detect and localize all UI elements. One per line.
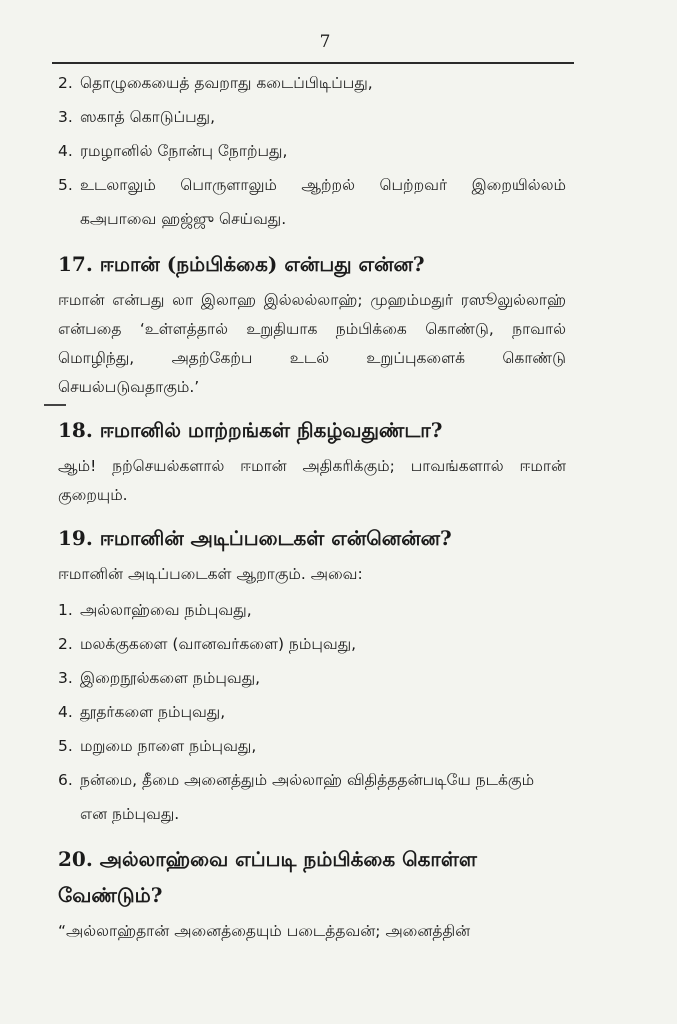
question-18-heading: 18. ஈமானில் மாற்றங்கள் நிகழ்வதுண்டா?: [58, 418, 443, 442]
list-text: உடலாலும் பொருளாலும் ஆற்றல் பெற்றவர் இறையில்லம் கஅபாவை ஹஜ்ஜு செய்வது.: [80, 176, 566, 228]
list-text: அல்லாஹ்வை நம்புவது,: [80, 601, 252, 619]
list-number: 4.: [58, 703, 73, 721]
list-item: [58, 168, 566, 236]
list-number: 5.: [58, 737, 73, 755]
question-17-heading: 17. ஈமான் (நம்பிக்கை) என்பது என்ன?: [58, 252, 425, 276]
answer-20: “அல்லாஹ்தான் அனைத்தையும் படைத்தவன்; அனைத்தின்: [58, 922, 471, 940]
list-number: 6.: [58, 771, 73, 789]
list-item: [58, 66, 566, 100]
answer-18: ஆம்! நற்செயல்களால் ஈமான் அதிகரிக்கும்; பாவங்களால் ஈமான் குறையும்.: [58, 457, 566, 504]
list-text: நன்மை, தீமை அனைத்தும் அல்லாஹ் விதித்ததன்படியே நடக்கும் என நம்புவது.: [80, 771, 535, 823]
list-number: 2.: [58, 635, 73, 653]
answer-19-intro: ஈமானின் அடிப்படைகள் ஆறாகும். அவை:: [58, 565, 363, 583]
list-item: [58, 695, 566, 729]
list-text: தூதர்களை நம்புவது,: [80, 703, 226, 721]
list-item: [58, 100, 566, 134]
list-number: 1.: [58, 601, 73, 619]
list-text: ஸகாத் கொடுப்பது,: [80, 108, 216, 126]
question-19-heading: 19. ஈமானின் அடிப்படைகள் என்னென்ன?: [58, 526, 452, 550]
list-text: ரமழானில் நோன்பு நோற்பது,: [80, 142, 288, 160]
list-text: தொழுகையைத் தவறாது கடைப்பிடிப்பது,: [80, 74, 373, 92]
list-number: 3.: [58, 669, 73, 687]
page-number: 7: [319, 32, 331, 52]
list-text: மறுமை நாளை நம்புவது,: [80, 737, 257, 755]
question-20-heading: 20. அல்லாஹ்வை எப்படி நம்பிக்கை கொள்ள வேண்டும்?: [58, 847, 477, 907]
list-item: [58, 134, 566, 168]
list-item: [58, 763, 566, 831]
list-number: 3.: [58, 108, 73, 126]
answer-17: ஈமான் என்பது லா இலாஹ இல்லல்லாஹ்; முஹம்மதுர் ரஸூலுல்லாஹ் என்பதை ‘உள்ளத்தால் உறுதியாக நம்பிக்கை கொண்டு, நாவால் மொழிந்து, அதற்கேற்ப உடல் உறுப்புகளைக் கொண்டு செயல்படுவதாகும்.’: [58, 291, 566, 396]
list-item: [58, 627, 566, 661]
page-content: [58, 66, 566, 946]
list-text: மலக்குகளை (வானவர்களை) நம்புவது,: [80, 635, 357, 653]
list-number: 4.: [58, 142, 73, 160]
list-text: இறைநூல்களை நம்புவது,: [80, 669, 261, 687]
list-number: 2.: [58, 74, 73, 92]
list-item: [58, 729, 566, 763]
header-rule: [52, 62, 574, 64]
list-item: [58, 593, 566, 627]
list-number: 5.: [58, 176, 73, 194]
list-item: [58, 661, 566, 695]
